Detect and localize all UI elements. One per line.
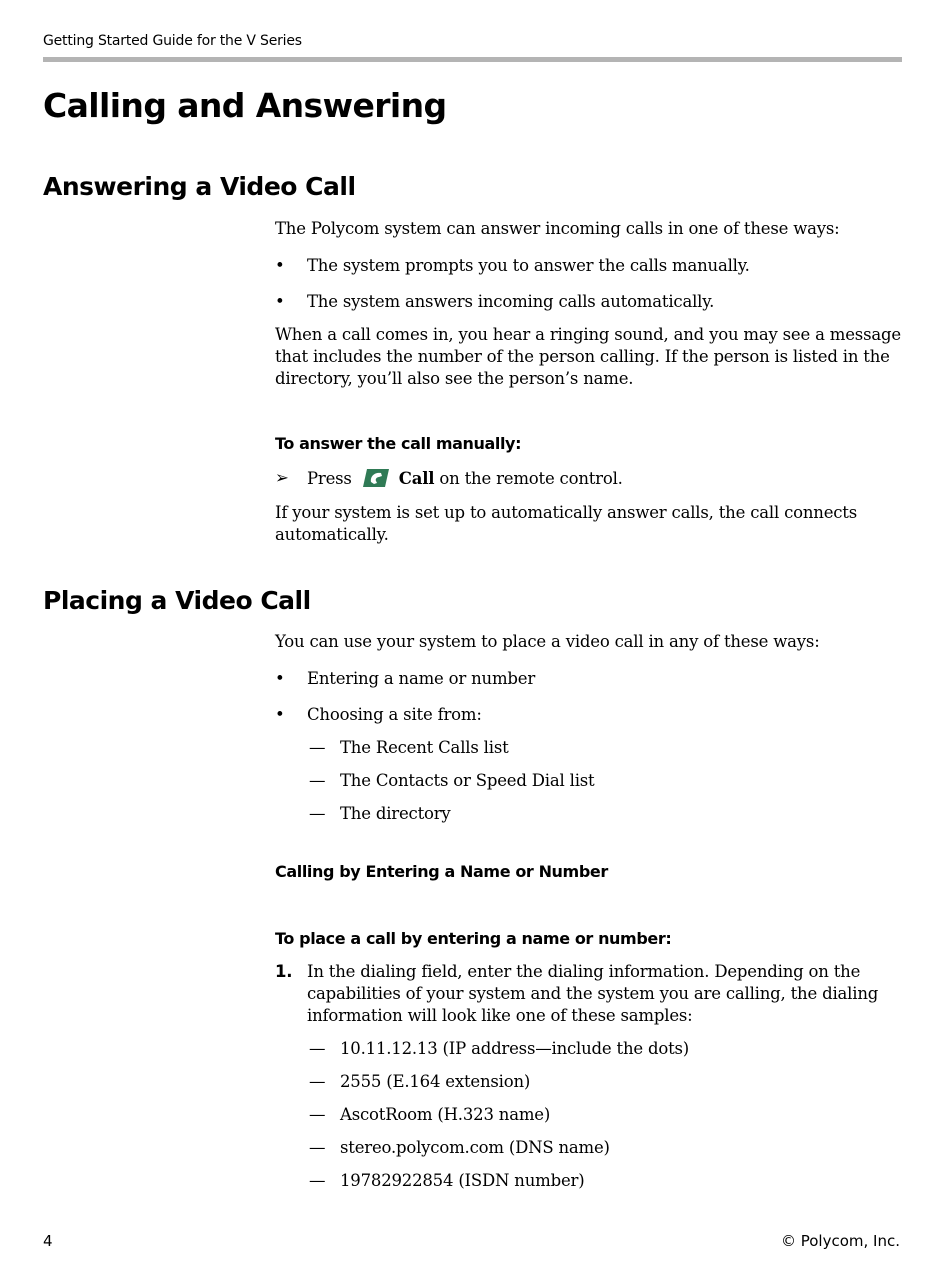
bullet-mark: •: [275, 256, 285, 275]
sub-list-item-text: The Contacts or Speed Dial list: [340, 771, 595, 790]
placing-body: [275, 631, 901, 825]
procedure-step: [275, 467, 901, 490]
list-item-text: Entering a name or number: [307, 669, 536, 688]
sample-item: [275, 1071, 901, 1093]
header-divider: [43, 57, 902, 62]
dash-mark: —: [309, 1039, 326, 1058]
sample-text: 19782922854 (ISDN number): [340, 1171, 585, 1190]
dash-mark: —: [309, 1072, 326, 1091]
dash-mark: —: [309, 771, 326, 790]
bullet-mark: •: [275, 705, 285, 724]
list-item-text: The system prompts you to answer the calls manually.: [307, 256, 750, 275]
sub-list-item-text: The Recent Calls list: [340, 738, 509, 757]
procedure-step: [275, 961, 901, 1027]
list-item: [275, 668, 901, 690]
answering-description: When a call comes in, you hear a ringing sound, and you may see a message that includes the number of the person calling. If the person is listed in the directory, you’ll also see the person’s name.: [275, 325, 901, 388]
answering-intro: The Polycom system can answer incoming calls in one of these ways:: [275, 219, 840, 238]
list-item-text: Choosing a site from:: [307, 705, 482, 724]
list-item: [275, 291, 901, 313]
step-call-label: Call: [398, 469, 435, 488]
dash-mark: —: [309, 738, 326, 757]
sample-text: 10.11.12.13 (IP address—include the dots): [340, 1039, 690, 1058]
sample-item: [275, 1038, 901, 1060]
arrow-mark: ➢: [275, 468, 289, 487]
sub-list-item-text: The directory: [340, 804, 451, 823]
sub-list-item: [275, 737, 901, 759]
page-title: Calling and Answering: [43, 86, 447, 125]
step-text: In the dialing field, enter the dialing information. Depending on the capabilities of your system and the system you are calling, the dialing information will look like one of these samples:: [307, 962, 879, 1025]
dash-mark: —: [309, 1138, 326, 1157]
placing-intro: You can use your system to place a video call in any of these ways:: [275, 632, 820, 651]
list-item: [275, 704, 901, 726]
sample-text: stereo.polycom.com (DNS name): [340, 1138, 610, 1157]
running-header: Getting Started Guide for the V Series: [43, 33, 302, 49]
sample-text: AscotRoom (H.323 name): [340, 1105, 551, 1124]
sample-item: [275, 1170, 901, 1192]
copyright: © Polycom, Inc.: [780, 1232, 900, 1250]
sample-text: 2555 (E.164 extension): [340, 1072, 531, 1091]
step-press-text: Press: [307, 469, 352, 488]
section-title-answering: Answering a Video Call: [43, 172, 356, 201]
sample-item: [275, 1137, 901, 1159]
subsection-heading: Calling by Entering a Name or Number: [275, 862, 608, 881]
bullet-mark: •: [275, 292, 285, 311]
subsection-heading-block: [275, 861, 901, 883]
answering-body: [275, 218, 901, 390]
sub-list-item: [275, 770, 901, 792]
sub-list-item: [275, 803, 901, 825]
section-title-placing: Placing a Video Call: [43, 586, 311, 615]
dash-mark: —: [309, 804, 326, 823]
auto-answer-note: If your system is set up to automatically answer calls, the call connects automatically.: [275, 503, 858, 544]
step-number: 1.: [275, 962, 293, 981]
page-number: 4: [43, 1232, 53, 1250]
place-call-procedure: [275, 928, 901, 1192]
dash-mark: —: [309, 1171, 326, 1190]
list-item-text: The system answers incoming calls automatically.: [307, 292, 715, 311]
list-item: [275, 255, 901, 277]
phone-handset-icon: [361, 467, 391, 489]
dash-mark: —: [309, 1105, 326, 1124]
sample-item: [275, 1104, 901, 1126]
procedure-title-place: To place a call by entering a name or number:: [275, 929, 672, 948]
answer-procedure: [275, 433, 901, 546]
bullet-mark: •: [275, 669, 285, 688]
procedure-title-answer: To answer the call manually:: [275, 434, 522, 453]
step-rest-text: on the remote control.: [439, 469, 623, 488]
